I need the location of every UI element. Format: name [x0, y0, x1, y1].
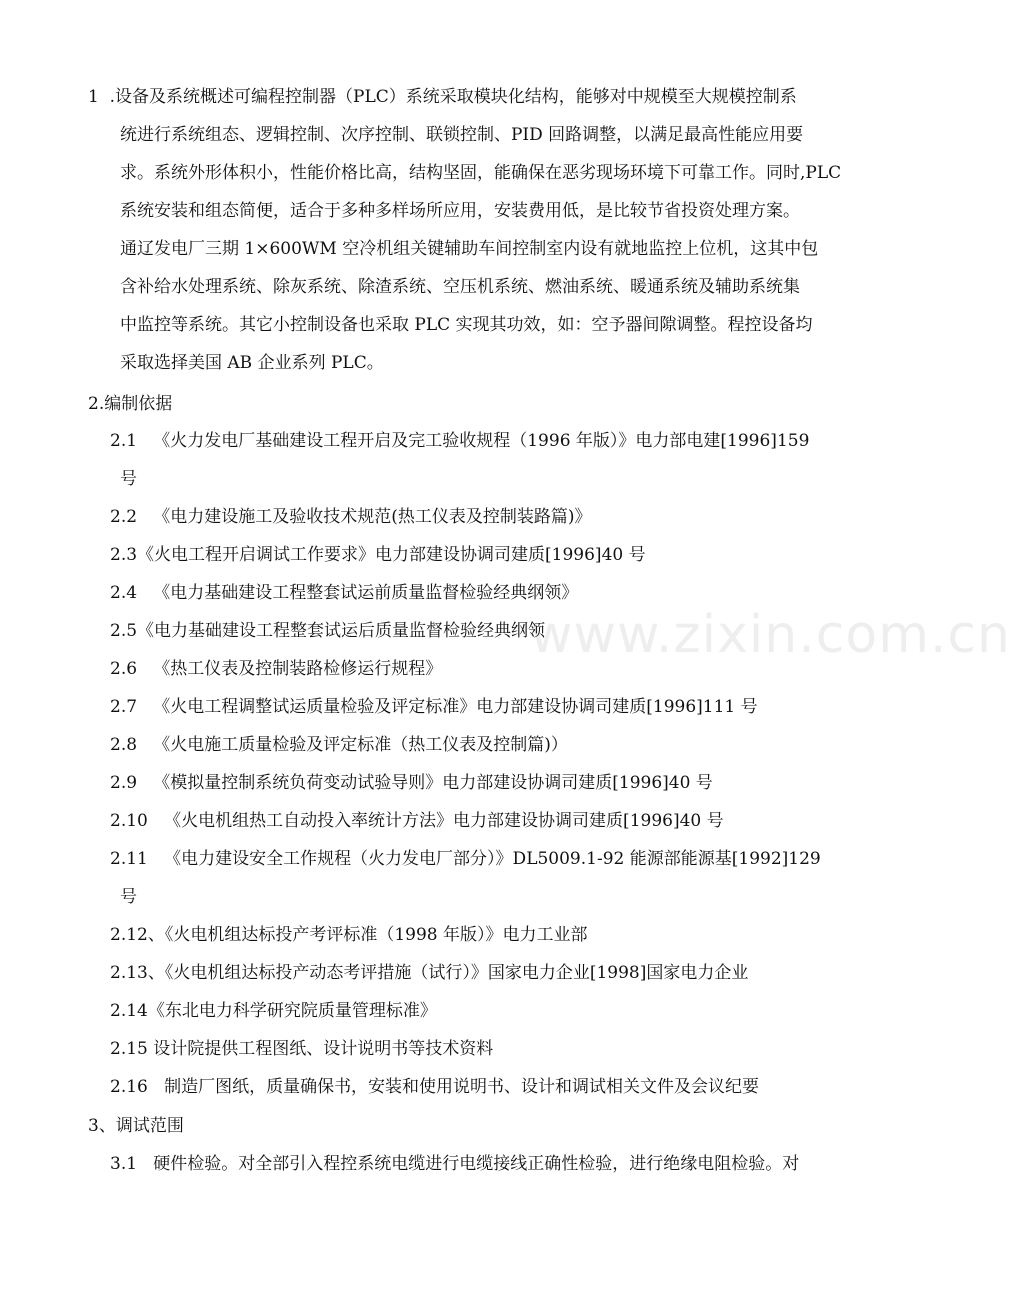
reference-item: 2.15 设计院提供工程图纸、设计说明书等技术资料 — [110, 1039, 494, 1059]
reference-item: 2.3《火电工程开启调试工作要求》电力部建设协调司建质[1996]40 号 — [110, 545, 646, 565]
paragraph-line: 1 .设备及系统概述可编程控制器（PLC）系统采取模块化结构，能够对中规模至大规模控制系 — [88, 87, 797, 107]
reference-item: 2.8 《火电施工质量检验及评定标准（热工仪表及控制篇)） — [110, 735, 568, 755]
reference-item: 2.12、《火电机组达标投产考评标准（1998 年版）》电力工业部 — [110, 925, 588, 945]
paragraph-line: 系统安装和组态简便，适合于多种多样场所应用，安装费用低，是比较节省投资处理方案。 — [120, 201, 800, 221]
reference-item: 2.9 《模拟量控制系统负荷变动试验导则》电力部建设协调司建质[1996]40 号 — [110, 773, 713, 793]
reference-item: 2.14《东北电力科学研究院质量管理标准》 — [110, 1001, 437, 1021]
reference-item: 2.10 《火电机组热工自动投入率统计方法》电力部建设协调司建质[1996]40 号 — [110, 811, 724, 831]
reference-item: 2.2 《电力建设施工及验收技术规范(热工仪表及控制装路篇)》 — [110, 507, 592, 527]
reference-item: 2.1 《火力发电厂基础建设工程开启及完工验收规程（1996 年版）》电力部电建[1996]159 — [110, 431, 810, 451]
reference-item: 2.4 《电力基础建设工程整套试运前质量监督检验经典纲领》 — [110, 583, 579, 603]
reference-item: 2.6 《热工仪表及控制装路检修运行规程》 — [110, 659, 443, 679]
reference-item: 2.11 《电力建设安全工作规程（火力发电厂部分）》DL5009.1-92 能源部能源基[1992]129 — [110, 849, 821, 869]
watermark: www.zixin.com.cn — [530, 605, 1011, 665]
scope-item: 3.1 硬件检验。对全部引入程控系统电缆进行电缆接线正确性检验，进行绝缘电阻检验。对 — [110, 1154, 800, 1174]
reference-item: 号 — [120, 887, 137, 907]
paragraph-line: 含补给水处理系统、除灰系统、除渣系统、空压机系统、燃油系统、暖通系统及辅助系统集 — [120, 277, 800, 297]
reference-item: 2.7 《火电工程调整试运质量检验及评定标准》电力部建设协调司建质[1996]111 号 — [110, 697, 758, 717]
paragraph-line: 采取选择美国 AB 企业系列 PLC。 — [120, 353, 384, 373]
reference-item: 号 — [120, 469, 137, 489]
reference-item: 2.16 制造厂图纸，质量确保书，安装和使用说明书、设计和调试相关文件及会议纪要 — [110, 1077, 760, 1097]
paragraph-line: 统进行系统组态、逻辑控制、次序控制、联锁控制、PID 回路调整，以满足最高性能应用要 — [120, 125, 804, 145]
paragraph-line: 中监控等系统。其它小控制设备也采取 PLC 实现其功效，如：空予器间隙调整。程控设备均 — [120, 315, 813, 335]
paragraph-line: 求。系统外形体积小，性能价格比高，结构坚固，能确保在恶劣现场环境下可靠工作。同时,PLC — [120, 163, 842, 183]
reference-item: 2.13、《火电机组达标投产动态考评措施（试行）》国家电力企业[1998]国家电力企业 — [110, 963, 749, 983]
paragraph-line: 通辽发电厂三期 1×600WM 空冷机组关键辅助车间控制室内设有就地监控上位机，这其中包 — [120, 239, 819, 259]
section-heading: 3、调试范围 — [88, 1116, 184, 1136]
section-heading: 2.编制依据 — [88, 394, 173, 414]
reference-item: 2.5《电力基础建设工程整套试运后质量监督检验经典纲领 — [110, 621, 546, 641]
